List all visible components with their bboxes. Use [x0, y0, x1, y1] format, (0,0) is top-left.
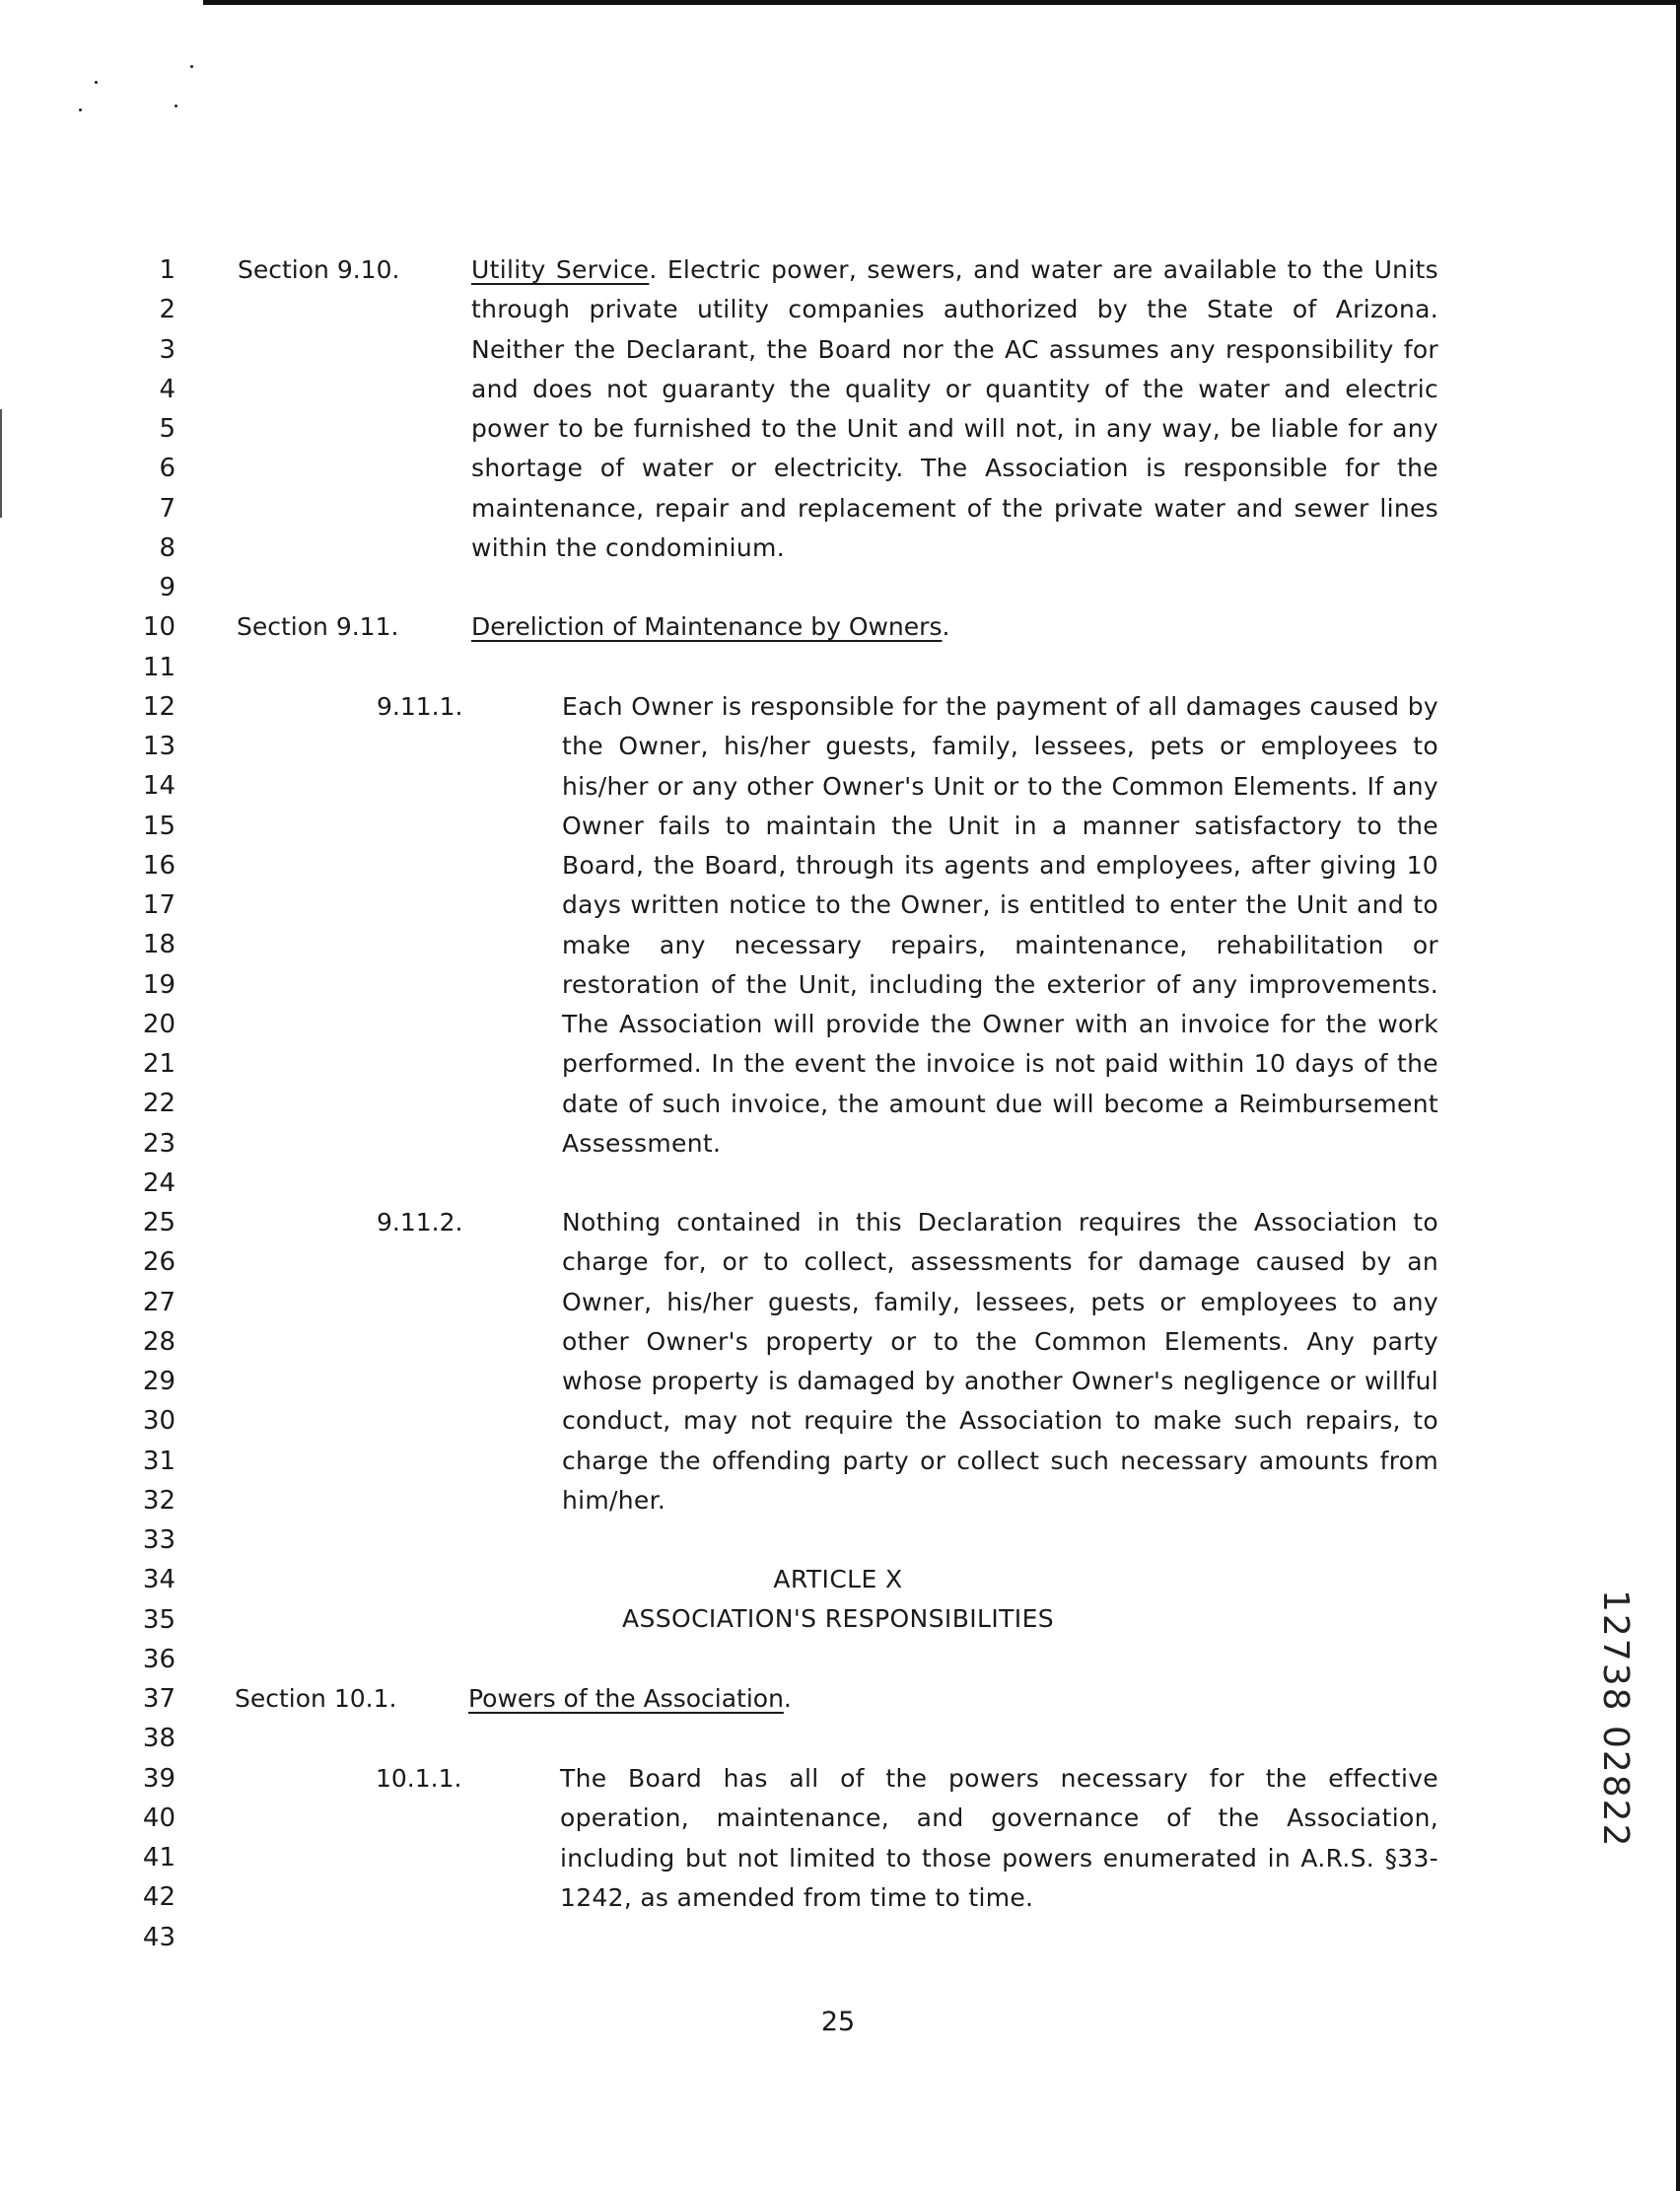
subsection-9-11-2-body: Nothing contained in this Declaration requires the Association to charge for, or to collect, assessments for damage caused by an Owner, his/her guests, family, lessees, pets or employees to any other Owner's property or to the Common Elements. Any party whose property is damaged by another Owner's negligence or willful conduct, may not require the Association to make such repairs, to charge the offending party or collect such necessary amounts from him/her. [562, 1208, 1438, 1515]
line-number: 13 [142, 732, 175, 761]
scan-speck [79, 108, 82, 111]
article-number: ARTICLE X [773, 1565, 903, 1593]
line-number: 10 [142, 612, 175, 643]
scan-border-left [0, 409, 2, 518]
scan-speck [95, 81, 98, 84]
subsection-9-11-1-label: 9.11.1. [377, 692, 463, 721]
line-number: 37 [142, 1684, 175, 1714]
subsection-9-11-2-label: 9.11.2. [377, 1208, 463, 1237]
line-number: 40 [142, 1802, 175, 1833]
line-number: 31 [142, 1446, 175, 1476]
section-10-1-label: Section 10.1. [235, 1684, 397, 1713]
line-number: 15 [142, 811, 175, 841]
line-number: 41 [142, 1843, 175, 1873]
line-number: 27 [142, 1287, 175, 1317]
line-number: 4 [159, 374, 175, 404]
line-number: 30 [142, 1406, 175, 1437]
scan-speck [175, 105, 177, 107]
line-number: 20 [142, 1009, 175, 1039]
line-number: 12 [142, 691, 175, 722]
line-number: 36 [142, 1644, 175, 1674]
line-number: 22 [142, 1089, 175, 1119]
section-10-1-heading [468, 1679, 792, 1719]
line-number: 24 [142, 1167, 175, 1198]
line-number: 26 [142, 1247, 175, 1278]
line-number: 23 [142, 1128, 175, 1159]
section-10-1-title: Powers of the Association [468, 1684, 784, 1713]
line-number: 3 [159, 334, 175, 365]
line-number: 35 [142, 1604, 175, 1635]
line-number: 29 [142, 1367, 175, 1396]
section-10-1-title-end: . [783, 1684, 792, 1713]
line-number: 18 [142, 930, 175, 960]
line-number: 38 [142, 1724, 175, 1754]
scan-border-top [203, 0, 1680, 5]
subsection-9-11-1-body: Each Owner is responsible for the payment of all damages caused by the Owner, his/her guests, family, lessees, pets or employees to his/her or any other Owner's Unit or to the Common Elements. If any Owner fails to maintain the Unit in a manner satisfactory to the Board, the Board, through its agents and employees, after giving 10 days written notice to the Owner, is entitled to enter the Unit and to make any necessary repairs, maintenance, rehabilitation or restoration of the Unit, including the exterior of any improvements. The Association will provide the Owner with an invoice for the work performed. In the event the invoice is not paid within 10 days of the date of such invoice, the amount due will become a Reimbursement Assessment. [562, 692, 1438, 1158]
article-title: ASSOCIATION'S RESPONSIBILITIES [621, 1604, 1055, 1633]
subsection-10-1-1-label: 10.1.1. [376, 1764, 462, 1793]
line-number: 16 [142, 850, 175, 881]
line-number: 1 [159, 255, 175, 285]
section-9-11-title-end: . [942, 612, 950, 641]
line-number: 32 [142, 1485, 175, 1516]
line-number: 19 [142, 969, 175, 1000]
line-number: 43 [142, 1922, 175, 1952]
scan-border-right [1676, 0, 1680, 2191]
line-number: 7 [159, 493, 175, 524]
line-number: 21 [142, 1049, 175, 1079]
page-number: 25 [820, 2007, 856, 2037]
recording-stamp: 12738 02822 [1595, 1590, 1636, 1849]
section-9-11-title: Dereliction of Maintenance by Owners [471, 612, 943, 641]
section-9-10-body: . Electric power, sewers, and water are available to the Units through private utility companies authorized by the State of Arizona. Neither the Declarant, the Board nor the AC assumes any responsibility for and does not guaranty the quality or quantity of the water and electric power to be furnished to the Unit and will not, in any way, be liable for any shortage of water or electricity. The Association is responsible for the maintenance, repair and replacement of the private water and sewer lines within the condominium. [471, 255, 1438, 562]
line-number: 8 [159, 532, 175, 563]
section-9-11-heading [471, 607, 949, 647]
line-number-column [116, 250, 175, 1957]
line-number: 33 [142, 1525, 175, 1555]
subsection-10-1-1-body: The Board has all of the powers necessary for the effective operation, maintenance, and governance of the Association, including but not limited to those powers enumerated in A.R.S. §33-1242, as amended from time to time. [560, 1764, 1438, 1912]
line-number: 6 [159, 454, 175, 484]
line-number: 28 [142, 1326, 175, 1357]
section-9-10-paragraph [471, 250, 1438, 568]
line-number: 14 [142, 771, 175, 802]
section-9-11-label: Section 9.11. [237, 612, 399, 641]
section-9-10-label: Section 9.10. [238, 255, 400, 284]
line-number: 2 [159, 295, 175, 325]
line-number: 5 [159, 414, 175, 444]
line-number: 39 [142, 1763, 175, 1794]
line-number: 11 [142, 652, 175, 682]
line-number: 25 [142, 1208, 175, 1237]
line-number: 42 [142, 1882, 175, 1913]
section-9-10-title: Utility Service [471, 255, 650, 284]
line-number: 17 [142, 890, 175, 920]
line-number: 9 [159, 573, 175, 602]
scan-speck [190, 65, 193, 68]
line-number: 34 [142, 1565, 175, 1595]
